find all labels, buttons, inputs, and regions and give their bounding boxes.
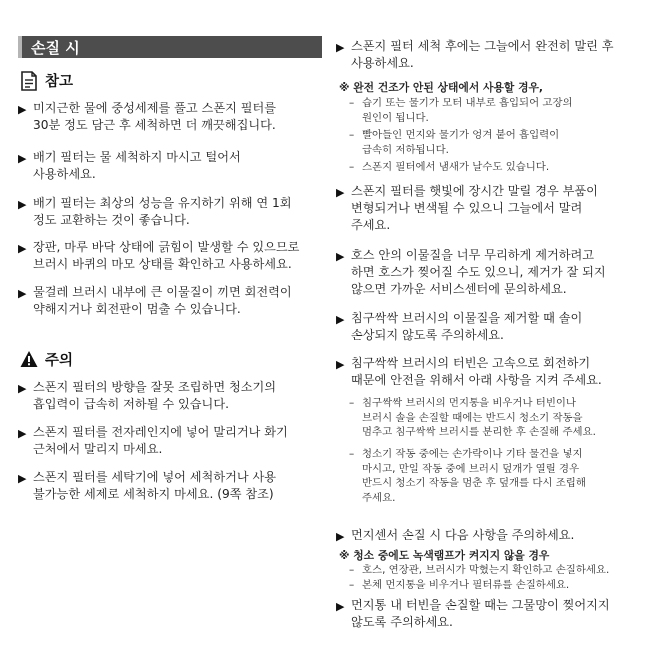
bullet-triangle-icon: ▶ [18, 287, 27, 300]
bullet-triangle-icon: ▶ [18, 472, 27, 485]
bullet-triangle-icon: ▶ [18, 427, 27, 440]
bullet-triangle-icon: ▶ [336, 186, 345, 199]
bullet-triangle-icon: ▶ [18, 103, 27, 116]
note-line: ※ 완전 건조가 안된 상태에서 사용할 경우, [339, 81, 544, 94]
section-header [18, 36, 322, 58]
bullet-triangle-icon: ▶ [336, 250, 345, 263]
bullet-triangle-icon: ▶ [18, 242, 27, 255]
warning-icon [20, 350, 38, 370]
bullet-triangle-icon: ▶ [18, 198, 27, 211]
bullet-triangle-icon: ▶ [336, 600, 345, 613]
section-title: 손질 시 [31, 39, 80, 57]
bullet-triangle-icon: ▶ [18, 152, 27, 165]
bullet-triangle-icon: ▶ [336, 313, 345, 326]
bullet-triangle-icon: ▶ [336, 358, 345, 371]
note-heading-label: 참고 [45, 74, 74, 90]
bullet-triangle-icon: ▶ [336, 41, 345, 54]
bullet-triangle-icon: ▶ [18, 382, 27, 395]
bullet-triangle-icon: ▶ [336, 530, 345, 543]
note-line: ※ 청소 중에도 녹색램프가 켜지지 않을 경우 [339, 549, 550, 562]
caution-heading-label: 주의 [45, 353, 74, 369]
note-icon [20, 71, 38, 91]
caution-heading [20, 349, 73, 370]
note-heading [20, 70, 73, 91]
